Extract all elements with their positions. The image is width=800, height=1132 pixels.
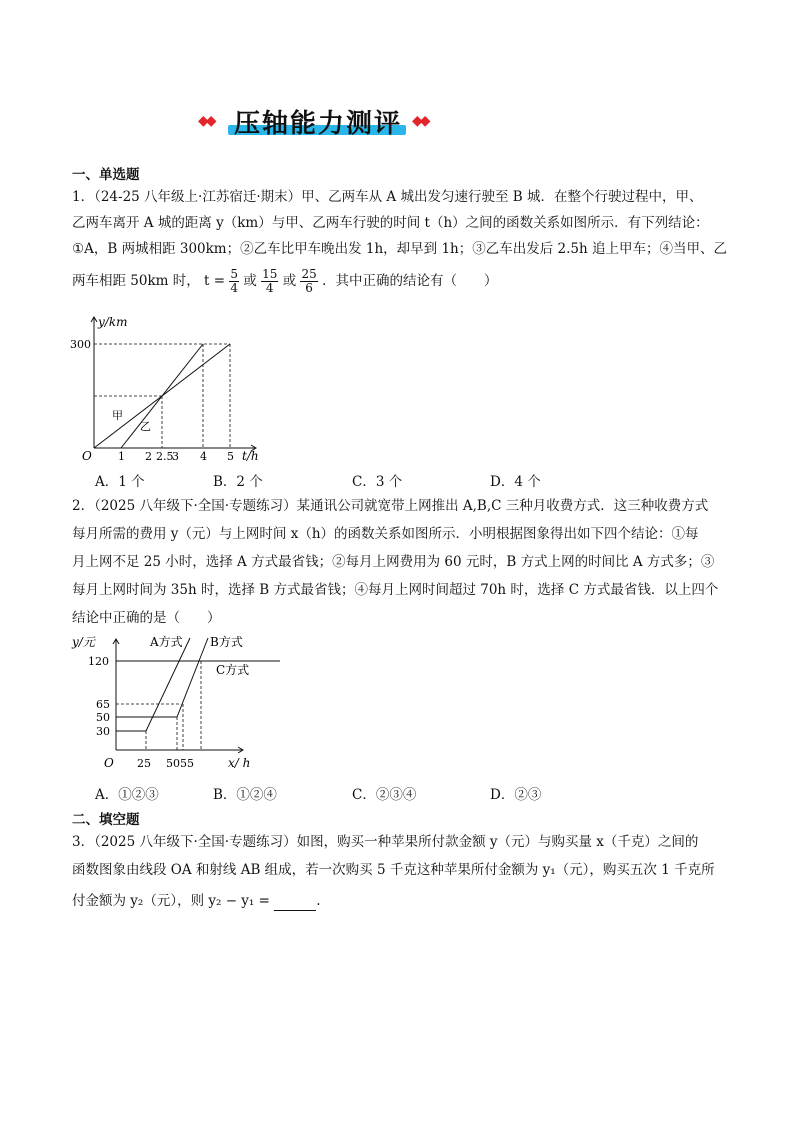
q2-label-b: B方式: [210, 635, 243, 649]
q3-line-3: [72, 892, 321, 911]
q2-label-a: A方式: [150, 635, 183, 649]
q1-option-d[interactable]: D．4 个: [490, 474, 541, 490]
q2-line-4: 每月上网时间为 35h 时，选择 B 方式最省钱；④每月上网时间超过 70h 时，选择 C 方式最省钱．以上四个: [72, 582, 719, 598]
q1-option-c[interactable]: C．3 个: [352, 474, 403, 490]
q1-tick-1: 1: [118, 450, 125, 462]
q2-line-5: 结论中正确的是（ ）: [72, 610, 221, 626]
fraction-15-4: $\frac{15}{4}$: [262, 267, 278, 295]
q2-tick-120: 120: [88, 655, 109, 668]
q1-line-2: 乙两车离开 A 城的距离 y（km）与甲、乙两车行驶的时间 t（h）之间的函数关系如图所示．有下列结论：: [72, 215, 709, 231]
q2-label-c: C方式: [216, 663, 250, 677]
q1-option-a[interactable]: A．1 个: [95, 474, 145, 490]
q1-y-label: y/km: [98, 315, 128, 329]
q2-origin: O: [104, 756, 114, 770]
q1-line-4: [72, 268, 498, 295]
q1-origin: O: [82, 449, 92, 462]
q2-tick-50: 50: [96, 711, 110, 724]
q2-x-label: x/ h: [228, 756, 251, 770]
q2-fee-time-graph: [70, 630, 280, 775]
q1-tick-300: 300: [70, 338, 91, 351]
q1-tick-3: 3: [172, 450, 179, 462]
q2-option-d[interactable]: D．②③: [490, 787, 542, 803]
title-ornament-right: ◆◆: [412, 113, 428, 129]
fraction-25-6: $\frac{25}{6}$: [301, 267, 317, 295]
section-heading-single-choice: 一、单选题: [72, 167, 140, 183]
q2-y-label: y/元: [72, 635, 95, 649]
q1-label-jia: 甲: [112, 409, 123, 422]
page-title: 压轴能力测评: [234, 109, 403, 139]
q1-label-yi: 乙: [140, 420, 151, 433]
q1-distance-time-graph: [70, 312, 270, 462]
q1-line-1: 1．（24-25 八年级上·江苏宿迁·期末）甲、乙两车从 A 城出发匀速行驶至 B 城．在整个行驶过程中，甲、: [72, 189, 703, 205]
page-title-box: [228, 103, 406, 137]
q1-option-b[interactable]: B．2 个: [213, 474, 263, 490]
q2-option-c[interactable]: C．②③④: [352, 787, 417, 803]
q3-period: .: [316, 893, 321, 909]
fraction-5-4: $\frac{5}{4}$: [230, 267, 239, 295]
q2-option-a[interactable]: A．①②③: [95, 787, 159, 803]
q2-line-3: 月上网不足 25 小时，选择 A 方式最省钱；②每月上网费用为 60 元时，B 方式上网的时间比 A 方式多；③: [72, 554, 715, 570]
section-heading-fill-blank: 二、填空题: [72, 812, 140, 828]
q2-tick-65: 65: [96, 698, 110, 711]
q3-line-1: 3．（2025 八年级下·全国·专题练习）如图，购买一种苹果所付款金额 y（元）与购买量 x（千克）之间的: [72, 834, 699, 850]
q1-line-4a: 两车相距 50km 时，: [72, 273, 200, 289]
q1-tick-2: 2: [145, 450, 152, 462]
q2-line-b: [116, 638, 208, 717]
q2-tick-5055: 5055: [166, 757, 194, 770]
q2-line-1: 2．（2025 八年级下·全国·专题练习）某通讯公司就宽带上网推出 A,B,C 三种月收费方式．这三种收费方式: [72, 498, 709, 514]
q3-line-2: 函数图象由线段 OA 和射线 AB 组成，若一次购买 5 千克这种苹果所付金额为 y₁（元），购买五次 1 千克所: [72, 862, 715, 878]
q2-option-b[interactable]: B．①②④: [213, 787, 277, 803]
q3-answer-blank[interactable]: [274, 896, 316, 911]
q3-line-3-text: 付金额为 y₂（元），则 y₂ − y₁ =: [72, 893, 270, 909]
q2-tick-25: 25: [137, 757, 151, 770]
q1-line-4b: ．其中正确的结论有（ ）: [322, 273, 498, 289]
q2-line-2: 每月所需的费用 y（元）与上网时间 x（h）的函数关系如图所示．小明根据图象得出如下四个结论：①每: [72, 526, 699, 542]
q1-tick-2-5: 2.5: [156, 450, 174, 462]
q1-t-equals: t =: [204, 273, 226, 289]
q1-x-label: t/h: [242, 449, 259, 462]
q1-or-1: 或: [243, 273, 257, 289]
q2-tick-30: 30: [96, 725, 110, 738]
q1-line-3: ①A，B 两城相距 300km；②乙车比甲车晚出发 1h，却早到 1h；③乙车出发后 2.5h 追上甲车；④当甲、乙: [72, 241, 727, 257]
q1-tick-4: 4: [200, 450, 207, 462]
title-ornament-left: ◆◆: [198, 113, 214, 129]
q1-tick-5: 5: [227, 450, 234, 462]
q1-or-2: 或: [282, 273, 297, 289]
